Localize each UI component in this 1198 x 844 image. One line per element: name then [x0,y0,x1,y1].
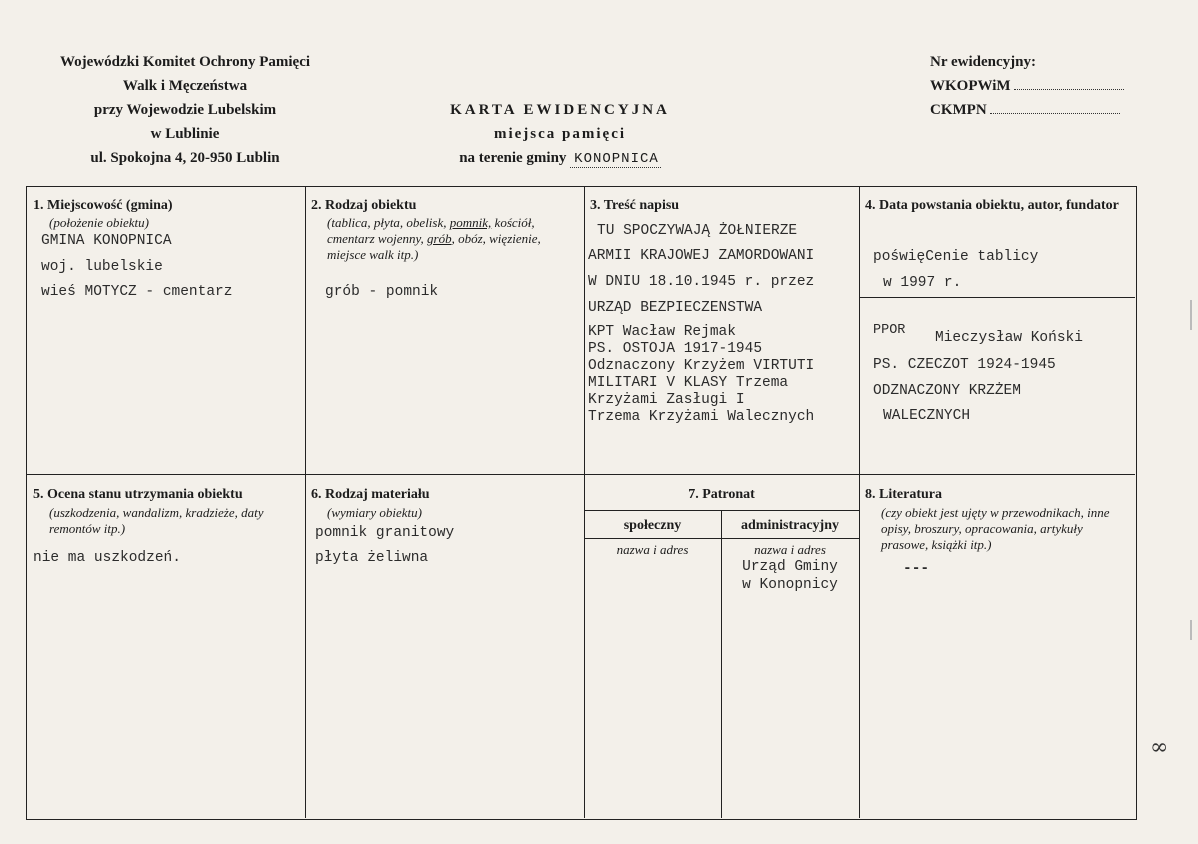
ckmpn-label: CKMPN [930,102,987,118]
cell-2-value: grób - pomnik [325,284,439,300]
patronat-admin-header: administracyjny [741,518,839,533]
cell-3-line: MILITARI V KLASY Trzema [588,375,789,391]
cell-4-value: poświęCenie tablicy [873,249,1039,265]
cell-8-title: 8. Literatura [865,487,942,502]
cell-5-note: (uszkodzenia, wandalizm, kradzieże, daty remontów itp.) [49,505,264,536]
scan-edge-mark [1190,300,1192,330]
note-part: , obóz, więzienie, miejsce walk itp.) [327,231,541,262]
cell-8-value: --- [903,561,930,577]
org-line: Wojewódzki Komitet Ochrony Pamięci [59,54,311,70]
cell-3-line: Odznaczony Krzyżem VIRTUTI [588,358,815,374]
cell-3-title: 3. Treść napisu [590,198,680,213]
card-title-block [400,98,720,171]
cell-1-note: (położenie obiektu) [49,215,149,230]
cell-2-title: 2. Rodzaj obiektu [311,198,417,213]
cell-3-line: Krzyżami Zasługi I [588,392,745,408]
ckmpn-blank [990,101,1120,114]
evidence-table [26,186,1137,820]
wkopwim-line [930,74,1124,98]
wkopwim-blank [1014,77,1124,90]
cell-5-title: 5. Ocena stanu utrzymania obiektu [33,487,243,502]
margin-handwritten-mark: ∞ [1150,735,1169,760]
cell-5-value: nie ma uszkodzeń. [33,550,181,566]
note-part-underlined: grób [427,231,452,246]
registry-number-block [930,50,1124,122]
grid-line [859,187,860,818]
cell-4-value: Mieczysław Koński [935,330,1083,346]
cell-4-value: PPOR [873,323,906,338]
cell-4-value: ODZNACZONY KRZŻEM [873,383,1021,399]
cell-2-note [327,215,577,263]
grid-line [305,187,306,818]
grid-line [859,297,1135,298]
card-subtitle: miejsca pamięci [493,126,627,142]
cell-6-note: (wymiary obiektu) [327,505,422,520]
wkopwim-label: WKOPWiM [930,78,1011,94]
nr-label: Nr ewidencyjny: [930,54,1036,70]
patronat-social-header: społeczny [623,518,682,533]
note-part: (tablica, płyta, obelisk, [327,215,450,230]
cell-4-value: w 1997 r. [883,275,962,291]
cell-4-title: 4. Data powstania obiektu, autor, fundator [865,198,1119,213]
cell-3-line: PS. OSTOJA 1917-1945 [588,341,763,357]
cell-8-note: (czy obiekt jest ujęty w przewodnikach, inne opisy, broszury, opracowania, artykuły prasowe, książki itp.) [881,505,1110,552]
gmina-line [400,146,720,171]
cell-4-value: WALECZNYCH [883,408,971,424]
cell-6-value: płyta żeliwna [315,550,429,566]
cell-1-value: wieś MOTYCZ - cmentarz [41,284,233,300]
org-line: ul. Spokojna 4, 20-950 Lublin [90,150,280,166]
cell-4-value: PS. CZECZOT 1924-1945 [873,357,1056,373]
cell-1-value: woj. lubelskie [41,259,163,275]
scan-edge-mark [1190,620,1192,640]
cell-3-line: ARMII KRAJOWEJ ZAMORDOWANI [588,248,815,264]
cell-3-line: URZĄD BEZPIECZENSTWA [588,300,763,316]
organization-block [0,50,370,170]
cell-1-title: 1. Miejscowość (gmina) [33,198,173,213]
cell-6-value: pomnik granitowy [315,525,455,541]
patronat-admin-value: Urząd Gminy [742,559,838,575]
note-part: kościół, cmentarz wojenny, [327,215,535,246]
org-line: przy Wojewodzie Lubelskim [93,102,277,118]
gmina-label: na terenie gminy [459,150,567,166]
org-line: Walk i Męczeństwa [122,78,248,94]
patronat-admin-sub: nazwa i adres [754,542,826,557]
cell-7-title: 7. Patronat [688,487,755,502]
cell-3-line: TU SPOCZYWAJĄ ŻOŁNIERZE [597,223,798,239]
org-line: w Lublinie [150,126,220,142]
cell-3-line: Trzema Krzyżami Walecznych [588,409,815,425]
card-title: KARTA EWIDENCYJNA [450,102,670,118]
note-part-underlined: pomnik, [449,215,492,230]
cell-6-title: 6. Rodzaj materiału [311,487,430,502]
cell-3-line: KPT Wacław Rejmak [588,324,736,340]
cell-3-line: W DNIU 18.10.1945 r. przez [588,274,815,290]
patronat-admin-value: w Konopnicy [742,577,838,593]
cell-1-value: GMINA KONOPNICA [41,233,172,249]
ckmpn-line [930,98,1124,122]
gmina-value: KONOPNICA [570,151,661,168]
patronat-social-sub: nazwa i adres [616,542,689,557]
grid-line [27,474,1135,475]
